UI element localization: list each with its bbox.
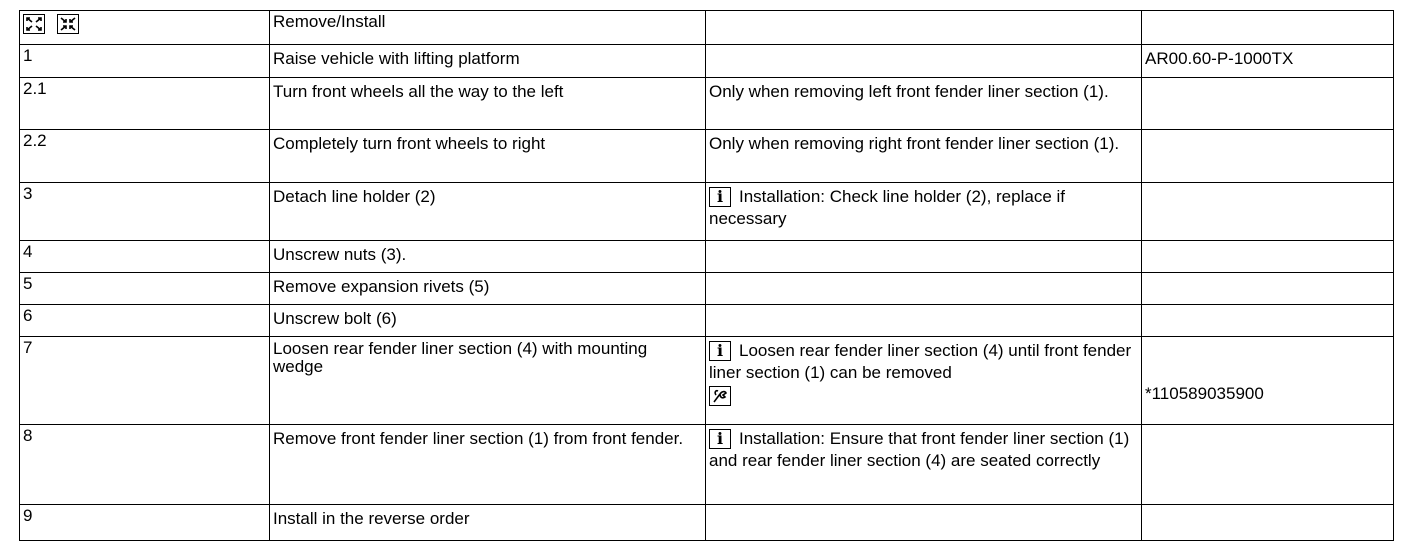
expand-icon[interactable] — [23, 14, 45, 34]
header-icons-cell — [20, 11, 270, 45]
step-reference — [1142, 78, 1394, 130]
step-action: Completely turn front wheels to right — [270, 130, 706, 183]
step-note — [706, 241, 1142, 273]
step-reference — [1142, 273, 1394, 305]
info-icon: i — [709, 187, 731, 207]
step-number: 1 — [20, 45, 270, 78]
step-number: 3 — [20, 183, 270, 241]
reference-link[interactable]: AR00.60-P-1000TX — [1145, 49, 1294, 68]
step-note — [706, 337, 1142, 425]
step-note — [706, 183, 1142, 241]
step-reference — [1142, 241, 1394, 273]
step-action-text: Loosen rear fender liner section (4) with mounting wedge — [273, 339, 648, 376]
header-row — [20, 11, 1394, 45]
table-row — [20, 45, 1394, 78]
step-reference[interactable] — [1142, 337, 1394, 425]
table-row — [20, 425, 1394, 505]
step-action: Raise vehicle with lifting platform — [270, 45, 706, 78]
step-action: Install in the reverse order — [270, 505, 706, 541]
tool-reference-link[interactable]: *110589035900 — [1145, 384, 1264, 403]
step-number: 9 — [20, 505, 270, 541]
table-row — [20, 337, 1394, 425]
header-title: Remove/Install — [270, 11, 706, 45]
step-note: Only when removing left front fender liner section (1). — [706, 78, 1142, 130]
note-text: Loosen rear fender liner section (4) until front fender liner section (1) can be removed — [709, 341, 1132, 382]
step-note — [706, 305, 1142, 337]
step-reference[interactable] — [1142, 45, 1394, 78]
special-tool-icon[interactable] — [709, 386, 731, 406]
step-action: Unscrew bolt (6) — [270, 305, 706, 337]
step-action: Unscrew nuts (3). — [270, 241, 706, 273]
step-number: 7 — [20, 337, 270, 425]
collapse-icon[interactable] — [57, 14, 79, 34]
step-reference — [1142, 183, 1394, 241]
step-number: 5 — [20, 273, 270, 305]
step-note: Only when removing right front fender liner section (1). — [706, 130, 1142, 183]
header-empty-cell — [1142, 11, 1394, 45]
table-row — [20, 130, 1394, 183]
table-row — [20, 505, 1394, 541]
table-row — [20, 78, 1394, 130]
info-icon: i — [709, 429, 731, 449]
step-note — [706, 273, 1142, 305]
step-reference — [1142, 130, 1394, 183]
step-note — [706, 425, 1142, 505]
step-action: Remove expansion rivets (5) — [270, 273, 706, 305]
info-icon: i — [709, 341, 731, 361]
step-number: 2.1 — [20, 78, 270, 130]
step-action: Detach line holder (2) — [270, 183, 706, 241]
step-reference — [1142, 425, 1394, 505]
step-action: Remove front fender liner section (1) from front fender. — [270, 425, 706, 505]
step-note — [706, 45, 1142, 78]
step-reference — [1142, 505, 1394, 541]
step-number: 6 — [20, 305, 270, 337]
table-row — [20, 305, 1394, 337]
step-note — [706, 505, 1142, 541]
table-row — [20, 183, 1394, 241]
note-text: Installation: Ensure that front fender liner section (1) and rear fender liner section (4) are seated correctly — [709, 429, 1130, 470]
table-row — [20, 273, 1394, 305]
step-number: 2.2 — [20, 130, 270, 183]
step-action: Turn front wheels all the way to the left — [270, 78, 706, 130]
header-empty-cell — [706, 11, 1142, 45]
step-number: 8 — [20, 425, 270, 505]
step-reference — [1142, 305, 1394, 337]
note-text: Installation: Check line holder (2), replace if necessary — [709, 187, 1065, 228]
step-action — [270, 337, 706, 425]
table-row — [20, 241, 1394, 273]
procedure-table — [19, 10, 1394, 541]
step-number: 4 — [20, 241, 270, 273]
